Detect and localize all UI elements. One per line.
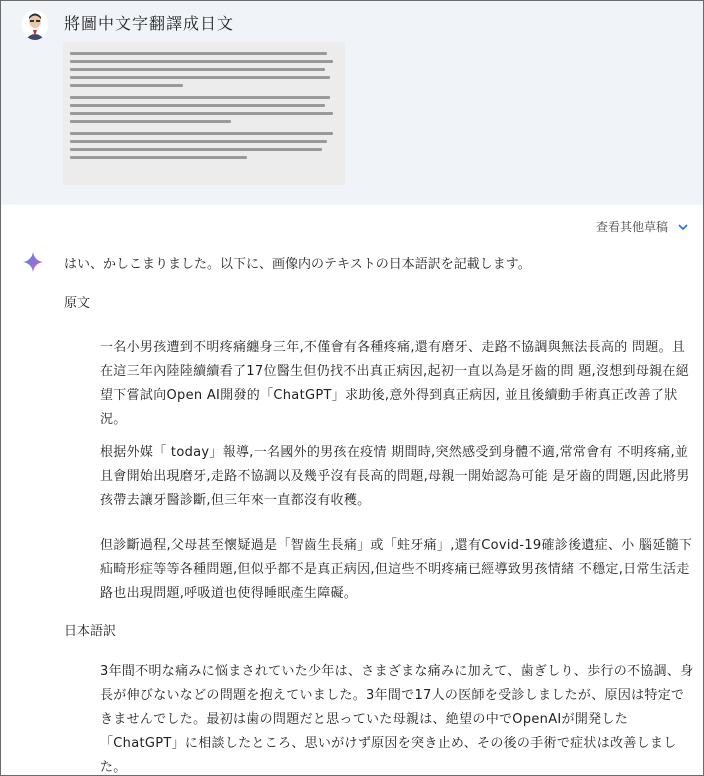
show-drafts-label: 查看其他草稿 <box>595 220 668 234</box>
response-intro: はい、かしこまりました。以下に、画像内のテキストの日本語訳を記載します。 <box>64 257 531 272</box>
thumbnail-paragraph <box>70 132 338 159</box>
user-prompt-text: 將圖中文字翻譯成日文 <box>64 14 235 33</box>
gemini-sparkle-icon <box>22 251 44 273</box>
show-drafts-button[interactable] <box>596 218 690 235</box>
original-paragraph: 但診斷過程,父母甚至懷疑過是「智齒生長痛」或「蛀牙痛」,還有Covid-19確診後遺症、小 腦延髓下疝畸形症等等各種問題,但似乎都不是真正病因,但這些不明疼痛已經導致男孩情緒 不穩定,日常生活走路也出現問題,呼吸道也使得睡眠產生障礙。 <box>100 538 693 601</box>
original-paragraph: 一名小男孩遭到不明疼痛纏身三年,不僅會有各種疼痛,還有磨牙、走路不協調與無法長高的 問題。且在這三年內陸陸續續看了17位醫生但仍找不出真正病因,起初一直以為是牙齒的問 題,沒想到母親在絕望下嘗試向Open AI開發的「ChatGPT」求助後,意外得到真正病因, 並且後續動手術真正改善了狀況。 <box>100 340 690 427</box>
original-heading: 原文 <box>64 296 91 311</box>
original-paragraph: 根据外媒「 today」報導,一名國外的男孩在疫情 期間時,突然感受到身體不適,常常會有 不明疼痛,並且會開始出現磨牙,走路不協調以及幾乎沒有長高的問題,母親一開始認為可能 是牙齒的問題,因此將男孩帶去讓牙醫診斷,但三年來一直都沒有收穫。 <box>100 445 690 508</box>
japanese-heading: 日本語訳 <box>64 624 117 639</box>
thumbnail-paragraph <box>70 52 338 87</box>
thumbnail-paragraph <box>70 96 338 123</box>
model-response-panel <box>10 205 704 776</box>
chevron-down-icon <box>676 220 690 234</box>
japanese-paragraph: 3年間不明な痛みに悩まされていた少年は、さまざまな痛みに加えて、歯ぎしり、歩行の不協調、身長が伸びないなどの問題を抱えていました。3年間で17人の医師を受診しましたが、原因は特定できませんでした。最初は歯の問題だと思っていた母親は、絶望の中でOpenAIが開発した「ChatGPT」に相談したところ、思いがけず原因を突き止め、その後の手術で症状は改善しました。 <box>100 664 694 775</box>
uploaded-image-thumbnail[interactable] <box>63 42 345 185</box>
user-avatar[interactable] <box>22 10 48 40</box>
user-message-area <box>0 0 704 205</box>
user-avatar-icon <box>22 10 48 40</box>
